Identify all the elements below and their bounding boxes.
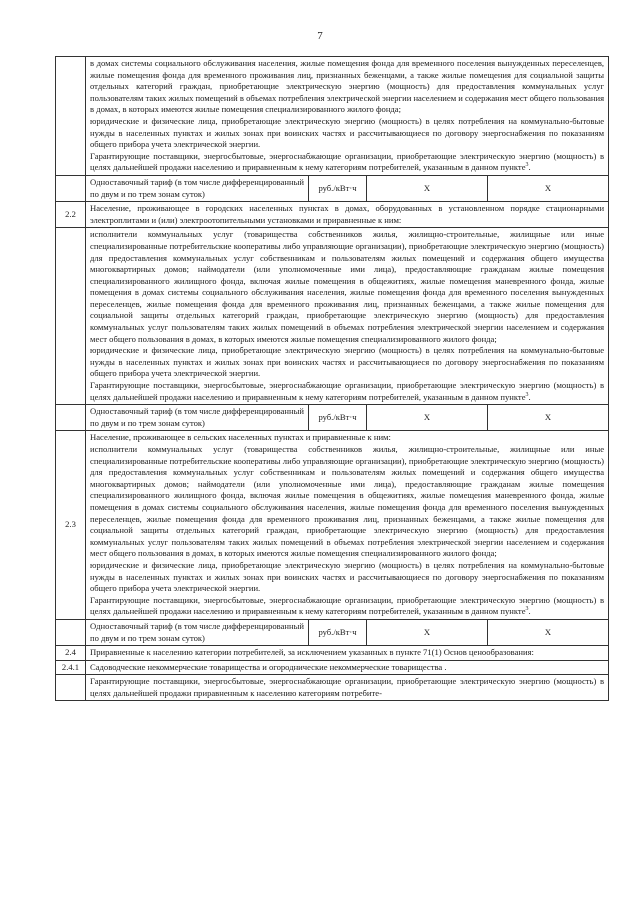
row-2-2-tariff [56,405,609,431]
row-2-2-description: исполнители коммунальных услуг (товарищества собственников жилья, жилищно-строительные, жилищные или иные специализированные потребительские кооперативы либо управляющие организации), приобретающие электрическую энергию (мощность) для предоставления коммунальных услуг собственникам и пользователям жилых помещений и содержания общего имущества многоквартирных домов; наймодатели (или уполномоченные ими лица), предоставляющие гражданам жилые помещения специализированного жилищного фонда, включая жилые помещения в общежитиях, жилые помещения маневренного фонда, жилые помещения в домах системы социального обслуживания населения, жилые помещения фонда для временного поселения вынужденных переселенцев, жилые помещения фонда для временного проживания лиц, признанных беженцами, а также жилые помещения для социальной защиты отдельных категорий граждан, приобретающие электрическую энергию (мощность) для предоставления коммунальных услуг пользователям таких жилых помещений в объемах потребления электрической энергии населением и содержания мест общего пользования в домах, в которых имеются жилые помещения специализированного жилого фонда; юридические и физические лица, приобретающие электрическую энергию (мощность) в целях потребления на коммунально-бытовые нужды в населенных пунктах и жилых зонах при воинских частях и рассчитывающиеся по договору энергоснабжения по показаниям общего прибора учета электрической энергии. Гарантирующие поставщики, энергосбытовые, энергоснабжающие организации, приобретающие электрическую энергию (мощность) в целях дальнейшей продажи населению и приравненным к нему категориям потребителей, указанным в данном пункте$^3$. [86,228,609,405]
row-2-1-description: в домах системы социального обслуживания населения, жилые помещения фонда для временного поселения вынужденных переселенцев, жилые помещения фонда для временного проживания лиц, признанных беженцами, а также жилые помещения для социальной защиты отдельных категорий граждан, приобретающие электрическую энергию (мощность) для предоставления коммунальных услуг пользователям таких жилых помещений в объемах потребления электрической энергии населением и содержания мест общего пользования в домах, в которых имеются жилые помещения специализированного жилого фонда; юридические и физические лица, приобретающие электрическую энергию (мощность) в целях потребления на коммунально-бытовые нужды в населенных пунктах и жилых зонах при воинских частях и рассчитывающиеся по договору энергоснабжения по показаниям общего прибора учета электрической энергии. Гарантирующие поставщики, энергосбытовые, энергоснабжающие организации, приобретающие электрическую энергию (мощность) в целях дальнейшей продажи населению и приравненным к нему категориям потребителей, указанным в данном пункте$^3$. [86,57,609,176]
value-cell: X [367,619,488,645]
page-number: 7 [317,30,323,42]
value-cell: X [488,405,609,431]
row-2-4-1-description: Гарантирующие поставщики, энергосбытовые, энергоснабжающие организации, приобретающие электрическую энергию (мощность) в целях дальнейшей продажи приравненным к населению категориям потребите- [86,675,609,701]
row-2-2-text [56,228,609,405]
row-2-1-text [56,57,609,176]
row-2-4 [56,646,609,661]
row-2-4-1-text [56,675,609,701]
row-number-2-4-1: 2.4.1 [56,660,86,675]
row-2-2-head [56,202,609,228]
value-cell: X [488,175,609,201]
tariff-table [55,56,609,701]
unit-cell: руб./кВт·ч [309,405,367,431]
row-2-1-tariff [56,175,609,201]
value-cell: X [488,619,609,645]
tariff-label: Одноставочный тариф (в том числе дифференцированный по двум и по трем зонам суток) [86,619,309,645]
unit-cell: руб./кВт·ч [309,175,367,201]
row-number-2-2: 2.2 [56,202,86,228]
row-2-4-1-head [56,660,609,675]
tariff-label: Одноставочный тариф (в том числе дифференцированный по двум и по трем зонам суток) [86,405,309,431]
row-number-2-4: 2.4 [56,646,86,661]
row-number-2-1 [56,57,86,176]
row-2-3-tariff [56,619,609,645]
row-2-3-description: Население, проживающее в сельских населенных пунктах и приравненные к ним: исполнители коммунальных услуг (товарищества собственников жилья, жилищно-строительные, жилищные или иные специализированные потребительские кооперативы либо управляющие организации), приобретающие электрическую энергию (мощность) для предоставления коммунальных услуг собственникам и пользователям жилых помещений и содержания общего имущества многоквартирных домов; наймодатели (или уполномоченные ими лица), предоставляющие гражданам жилые помещения специализированного жилищного фонда, включая жилые помещения в общежитиях, жилые помещения маневренного фонда, жилые помещения в домах системы социального обслуживания населения, жилые помещения фонда для временного поселения вынужденных переселенцев, жилые помещения фонда для временного проживания лиц, признанных беженцами, а также жилые помещения для социальной защиты отдельных категорий граждан, приобретающие электрическую энергию (мощность) для предоставления коммунальных услуг пользователям таких жилых помещений в объемах потребления электрической энергии населением и содержания мест общего пользования в домах, в которых имеются жилые помещения специализированного жилого фонда; юридические и физические лица, приобретающие электрическую энергию (мощность) в целях потребления на коммунально-бытовые нужды в населенных пунктах и жилых зонах при воинских частях и рассчитывающиеся по договору энергоснабжения по показаниям общего прибора учета электрической энергии. Гарантирующие поставщики, энергосбытовые, энергоснабжающие организации, приобретающие электрическую энергию (мощность) в целях дальнейшей продажи населению и приравненным к нему категориям потребителей, указанным в данном пункте$^3$. [86,431,609,620]
value-cell: X [367,175,488,201]
row-2-4-description: Приравненные к населению категории потребителей, за исключением указанных в пункте 71(1) Основ ценообразования: [86,646,609,661]
unit-cell: руб./кВт·ч [309,619,367,645]
row-2-2-heading: Население, проживающее в городских населенных пунктах в домах, оборудованных в установленном порядке стационарными электроплитами и (или) электроотопительными установками и приравненные к ним: [86,202,609,228]
row-2-3-text [56,431,609,620]
row-2-4-1-heading: Садоводческие некоммерческие товарищества и огороднические некоммерческие товарищества . [86,660,609,675]
value-cell: X [367,405,488,431]
tariff-label: Одноставочный тариф (в том числе дифференцированный по двум и по трем зонам суток) [86,175,309,201]
row-number-2-3: 2.3 [56,431,86,620]
